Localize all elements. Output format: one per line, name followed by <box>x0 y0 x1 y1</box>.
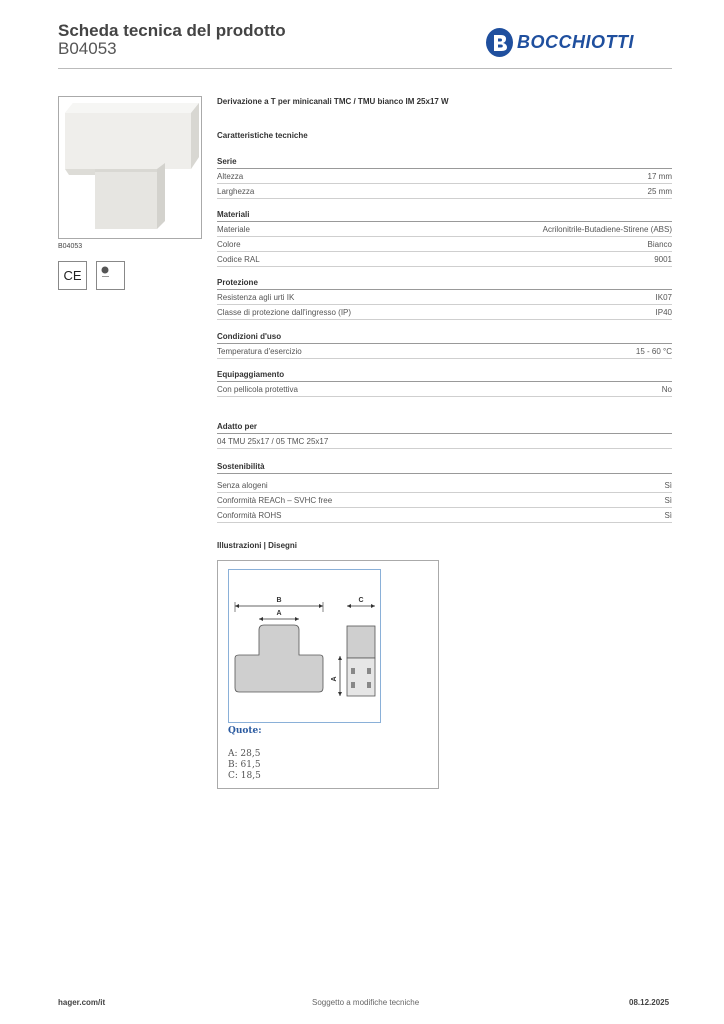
dim-label-c: C <box>358 597 364 604</box>
ce-mark-text: CE <box>63 268 82 283</box>
spec-label: Conformità ROHS <box>217 510 282 520</box>
spec-value: Acrilonitrile-Butadiene-Stirene (ABS) <box>542 224 672 234</box>
spec-value: 17 mm <box>647 171 672 181</box>
section-materiali <box>217 209 672 267</box>
spec-label: Materiale <box>217 224 250 234</box>
quote-label: Quote: <box>228 726 262 736</box>
spec-label: Conformità REACh – SVHC free <box>217 495 333 505</box>
spec-value: Sì <box>664 510 672 520</box>
spec-label: 04 TMU 25x17 / 05 TMC 25x17 <box>217 436 329 446</box>
spec-row <box>217 478 672 493</box>
spec-row <box>217 169 672 184</box>
spec-row <box>217 184 672 199</box>
section-title: Condizioni d'uso <box>217 331 672 344</box>
page-title: Scheda tecnica del prodotto <box>58 21 286 40</box>
footer-disclaimer: Soggetto a modifiche tecniche <box>312 998 420 1007</box>
spec-row <box>217 252 672 267</box>
section-condizioni <box>217 331 672 359</box>
section-sostenibilita <box>217 461 672 523</box>
spec-label: Codice RAL <box>217 254 260 264</box>
brand-logo <box>486 28 634 57</box>
spec-label: Larghezza <box>217 186 255 196</box>
spec-row <box>217 493 672 508</box>
product-photo <box>58 96 202 239</box>
section-equipaggiamento <box>217 369 672 397</box>
spec-row <box>217 222 672 237</box>
spec-value: IP40 <box>655 307 672 317</box>
spec-row <box>217 434 672 449</box>
quote-c: C: 18,5 <box>228 771 261 781</box>
spec-label: Senza alogeni <box>217 480 268 490</box>
dim-label-a: A <box>276 610 282 617</box>
dim-label-b: B <box>276 597 282 604</box>
dimension-drawing <box>228 569 381 723</box>
ce-mark <box>58 261 87 290</box>
spec-value: 15 - 60 °C <box>635 346 672 356</box>
spec-label: Altezza <box>217 171 244 181</box>
photo-caption: B04053 <box>58 243 83 250</box>
brand-name: BOCCHIOTTI <box>517 32 634 52</box>
technical-drawing-panel <box>217 560 439 789</box>
certification-badge-icon <box>96 261 125 290</box>
spec-label: Resistenza agli urti IK <box>217 292 295 302</box>
spec-row <box>217 305 672 320</box>
section-title: Materiali <box>217 209 672 222</box>
spec-value: IK07 <box>655 292 672 302</box>
section-title: Equipaggiamento <box>217 369 672 382</box>
section-title: Protezione <box>217 277 672 290</box>
spec-value: Bianco <box>647 239 672 249</box>
section-title: Serie <box>217 156 672 169</box>
spec-label: Classe di protezione dall'ingresso (IP) <box>217 307 352 317</box>
section-protezione <box>217 277 672 320</box>
spec-row <box>217 290 672 305</box>
tech-features-heading: Caratteristiche tecniche <box>217 131 308 140</box>
footer-website: hager.com/it <box>58 998 106 1007</box>
quote-a: A: 28,5 <box>228 749 261 759</box>
spec-label: Colore <box>217 239 241 249</box>
spec-row <box>217 382 672 397</box>
section-title: Sostenibilità <box>217 461 672 474</box>
spec-value: 25 mm <box>647 186 672 196</box>
product-code: B04053 <box>58 39 117 58</box>
header-divider <box>58 68 672 69</box>
product-title: Derivazione a T per minicanali TMC / TMU bianco IM 25x17 W <box>217 97 449 106</box>
spec-row <box>217 344 672 359</box>
quote-b: B: 61,5 <box>228 760 261 770</box>
section-adatto-per <box>217 421 672 449</box>
spec-label: Temperatura d'esercizio <box>217 346 302 356</box>
spec-label: Con pellicola protettiva <box>217 384 298 394</box>
section-title: Adatto per <box>217 421 672 434</box>
spec-value: 9001 <box>654 254 672 264</box>
spec-value: Sì <box>664 480 672 490</box>
spec-row <box>217 508 672 523</box>
dim-label-a-vertical: A <box>331 676 338 682</box>
illustrations-heading: Illustrazioni | Disegni <box>217 541 298 550</box>
section-serie <box>217 156 672 199</box>
spec-row <box>217 237 672 252</box>
spec-value: Sì <box>664 495 672 505</box>
brand-logo-icon <box>486 28 513 57</box>
footer-date: 08.12.2025 <box>629 998 670 1007</box>
spec-value: No <box>661 384 672 394</box>
